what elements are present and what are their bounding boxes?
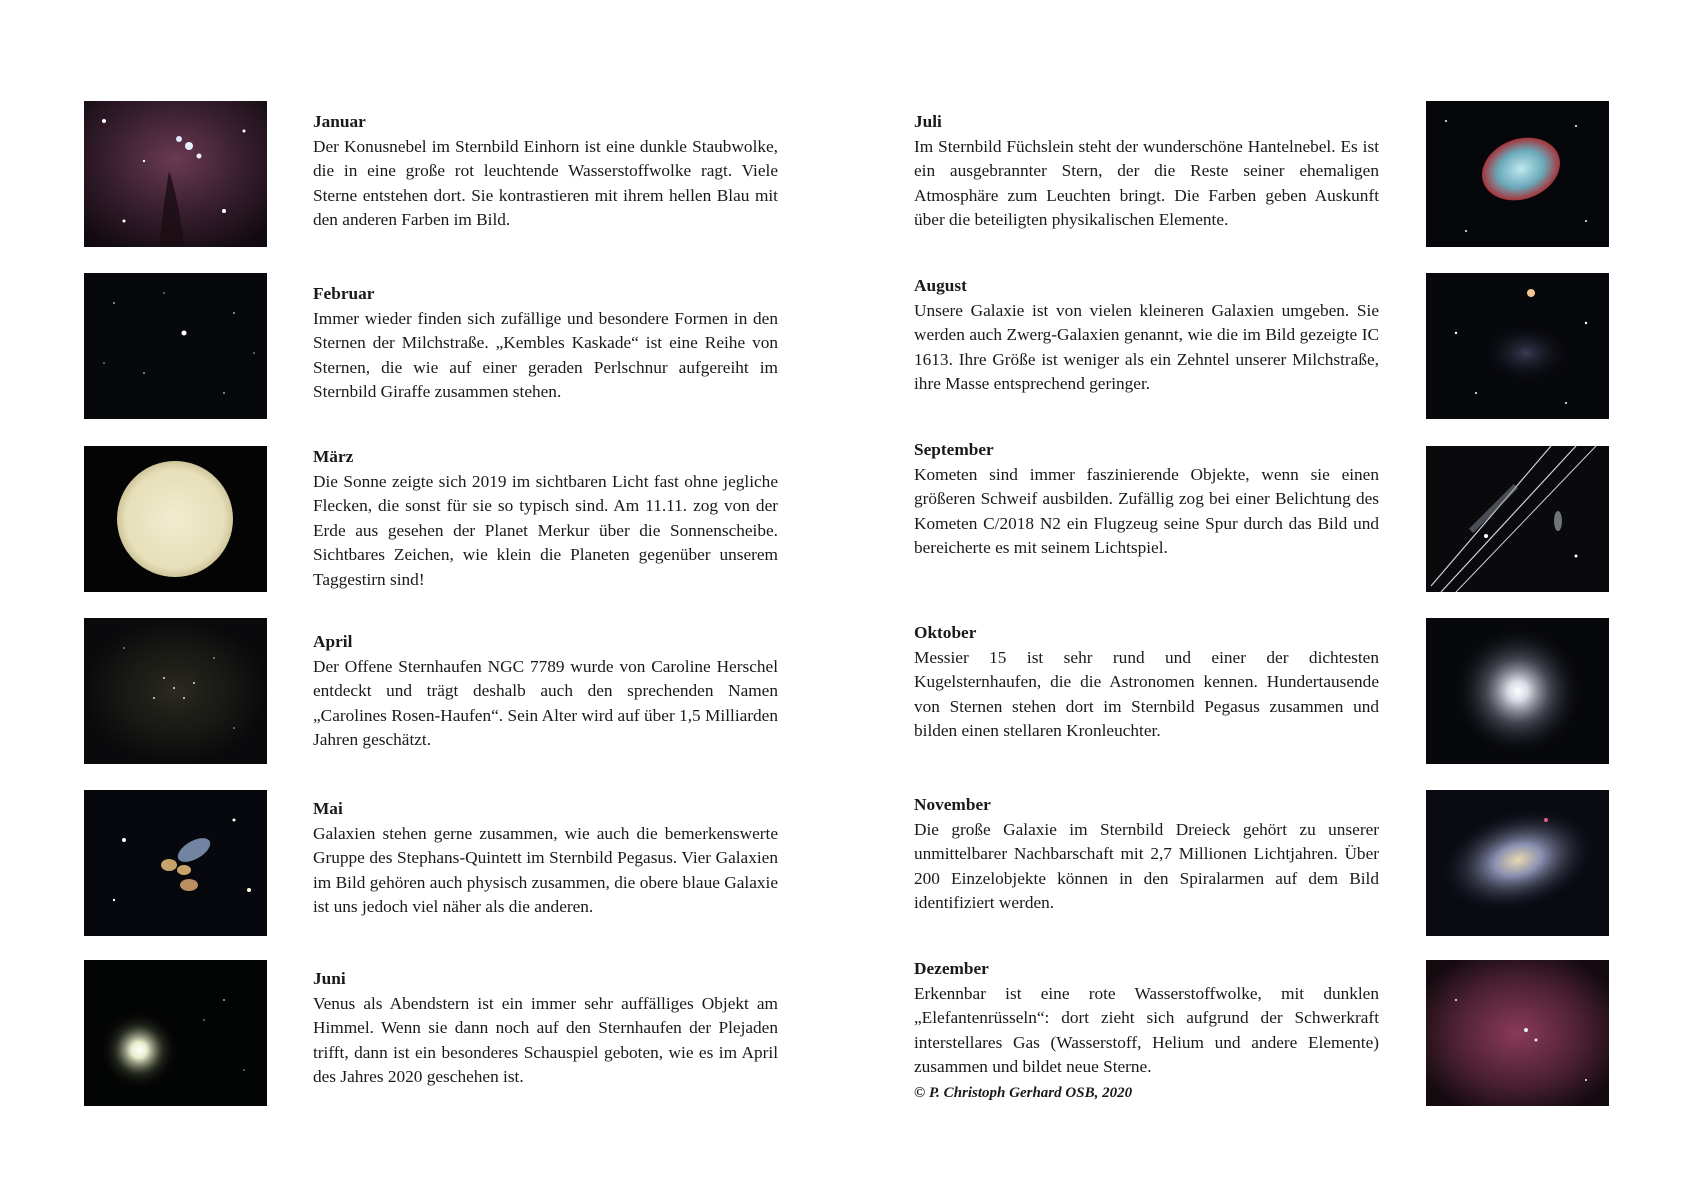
entry-dezember bbox=[914, 957, 1379, 1080]
entry-september bbox=[914, 438, 1379, 561]
copyright-notice: © P. Christoph Gerhard OSB, 2020 bbox=[914, 1085, 1133, 1101]
month-title: Juni bbox=[313, 969, 346, 988]
month-title: März bbox=[313, 447, 354, 466]
month-description: Der Offene Sternhaufen NGC 7789 wurde von Caroline Herschel entdeckt und trägt deshalb auch den sprechenden Namen „Carolines Rosen-Haufen“. Sein Alter wird auf über 1,5 Milliarden Jahren geschätzt. bbox=[313, 656, 778, 749]
month-title: Dezember bbox=[914, 959, 989, 978]
entry-august bbox=[914, 274, 1379, 397]
ic1613-galaxy-image bbox=[1426, 273, 1609, 419]
month-title: September bbox=[914, 440, 994, 459]
entry-november bbox=[914, 793, 1379, 916]
dumbbell-nebula-image bbox=[1426, 101, 1609, 247]
month-description: Im Sternbild Füchslein steht der wunderschöne Hantelnebel. Es ist ein ausgebrannter Stern, der die Reste seiner ehemaligen Atmosphäre zum Leuchten bringt. Die Farben geben Auskunft über die beteiligten physikalischen Elemente. bbox=[914, 136, 1379, 229]
month-description: Die Sonne zeigte sich 2019 im sichtbaren Licht fast ohne jegliche Flecken, die sonst für sie so typisch sind. Am 11.11. zog von der Erde aus gesehen der Planet Merkur über die Sonnenscheibe. Sichtbares Zeichen, wie klein die Planeten gegenüber unserem Taggestirn sind! bbox=[313, 471, 778, 589]
month-title: Januar bbox=[313, 112, 366, 131]
stephans-quintet-image bbox=[84, 790, 267, 936]
month-description: Erkennbar ist eine rote Wasserstoffwolke, mit dunklen „Elefantenrüsseln“: dort zieht sich aufgrund der Schwerkraft interstellares Gas (Wasserstoff, Helium und andere Elemente) zusammen und bildet neue Sterne. bbox=[914, 983, 1379, 1076]
month-description: Unsere Galaxie ist von vielen kleineren Galaxien umgeben. Sie werden auch Zwerg-Galaxien genannt, wie die im Bild gezeigte IC 1613. Ihre Größe ist weniger als ein Zehntel unserer Milchstraße, ihre Masse entsprechend geringer. bbox=[914, 300, 1379, 393]
month-title: Juli bbox=[914, 112, 942, 131]
entry-juni bbox=[313, 967, 778, 1090]
hydrogen-cloud-image bbox=[1426, 960, 1609, 1106]
ngc7789-cluster-image bbox=[84, 618, 267, 764]
messier15-cluster-image bbox=[1426, 618, 1609, 764]
month-description: Die große Galaxie im Sternbild Dreieck gehört zu unserer unmittelbarer Nachbarschaft mit 2,7 Millionen Lichtjahren. Über 200 Einzelobjekte können in den Spiralarmen auf dem Bild identifiziert werden. bbox=[914, 819, 1379, 912]
entry-juli bbox=[914, 110, 1379, 233]
entry-april bbox=[313, 630, 778, 753]
cone-nebula-image bbox=[84, 101, 267, 247]
month-title: April bbox=[313, 632, 353, 651]
month-description: Immer wieder finden sich zufällige und besondere Formen in den Sternen der Milchstraße. „Kembles Kaskade“ ist eine Reihe von Sternen, die wie auf einer geraden Perlschnur aufgereiht im Sternbild Giraffe zusammen stehen. bbox=[313, 308, 778, 401]
entry-februar bbox=[313, 282, 778, 405]
month-title: August bbox=[914, 276, 967, 295]
entry-oktober bbox=[914, 621, 1379, 744]
month-title: Oktober bbox=[914, 623, 977, 642]
month-description: Galaxien stehen gerne zusammen, wie auch die bemerkenswerte Gruppe des Stephans-Quintett im Sternbild Pegasus. Vier Galaxien im Bild gehören auch physisch zusammen, die obere blaue Galaxie ist uns jedoch viel näher als die anderen. bbox=[313, 823, 778, 916]
entry-mai bbox=[313, 797, 778, 920]
entry-januar bbox=[313, 110, 778, 233]
sun-image bbox=[84, 446, 267, 592]
month-description: Messier 15 ist sehr rund und einer der dichtesten Kugelsternhaufen, die die Astronomen kennen. Hundertausende von Sternen stehen dort im Sternbild Pegasus zusammen und bilden einen stellaren Kronleuchter. bbox=[914, 647, 1379, 740]
month-description: Der Konusnebel im Sternbild Einhorn ist eine dunkle Staubwolke, die in eine große rot leuchtende Wasserstoffwolke ragt. Viele Sterne entstehen dort. Sie kontrastieren mit ihrem hellen Blau mit den anderen Farben im Bild. bbox=[313, 136, 778, 229]
kembles-cascade-image bbox=[84, 273, 267, 419]
month-title: November bbox=[914, 795, 991, 814]
comet-c2018n2-image bbox=[1426, 446, 1609, 592]
month-description: Kometen sind immer faszinierende Objekte, wenn sie einen größeren Schweif ausbilden. Zufällig zog bei einer Belichtung des Kometen C/2018 N2 ein Flugzeug seine Spur durch das Bild und bereicherte es mit seinem Lichtspiel. bbox=[914, 464, 1379, 557]
triangulum-galaxy-image bbox=[1426, 790, 1609, 936]
month-title: Mai bbox=[313, 799, 343, 818]
month-title: Februar bbox=[313, 284, 375, 303]
entry-maerz bbox=[313, 445, 778, 592]
venus-pleiades-image bbox=[84, 960, 267, 1106]
month-description: Venus als Abendstern ist ein immer sehr auffälliges Objekt am Himmel. Wenn sie dann noch auf den Sternhaufen der Plejaden trifft, dann ist ein besonderes Schauspiel geboten, wie es im April des Jahres 2020 geschehen ist. bbox=[313, 993, 778, 1086]
